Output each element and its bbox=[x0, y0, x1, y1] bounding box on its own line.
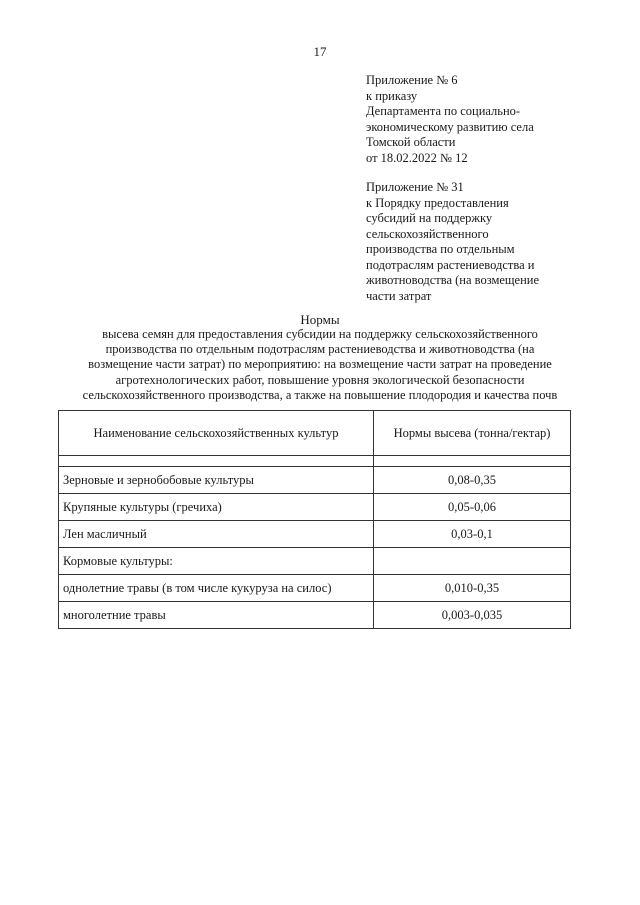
seeding-norms-table bbox=[58, 410, 571, 629]
seeding-norm-cell: 0,05-0,06 bbox=[374, 494, 571, 521]
crop-name-cell: однолетние травы (в том числе кукуруза на силос) bbox=[59, 575, 374, 602]
appendix-31-line: животноводства (на возмещение bbox=[366, 273, 540, 287]
seeding-norm-cell bbox=[374, 548, 571, 575]
crop-name-cell: Зерновые и зернобобовые культуры bbox=[59, 467, 374, 494]
appendix-31-line: производства по отдельным bbox=[366, 242, 515, 256]
norms-subtitle-line: агротехнологических работ, повышение уровня экологической безопасности bbox=[115, 372, 525, 387]
appendix-6-line: Департамента по социально- bbox=[366, 104, 521, 118]
crop-name-cell: Лен масличный bbox=[59, 521, 374, 548]
seeding-norm-cell: 0,003-0,035 bbox=[374, 602, 571, 629]
appendix-31-block bbox=[366, 180, 606, 304]
table-row bbox=[59, 521, 571, 548]
seeding-norm-cell: 0,08-0,35 bbox=[374, 467, 571, 494]
crop-name-cell: многолетние травы bbox=[59, 602, 374, 629]
norms-subtitle-line: высева семян для предоставления субсидии на поддержку сельскохозяйственного bbox=[102, 327, 538, 341]
norms-title: Нормы bbox=[300, 312, 340, 327]
crop-name-cell: Крупяные культуры (гречиха) bbox=[59, 494, 374, 521]
appendix-6-line: Приложение № 6 bbox=[366, 73, 458, 87]
seeding-norm-cell: 0,03-0,1 bbox=[374, 521, 571, 548]
appendix-6-line: экономическому развитию села bbox=[366, 119, 534, 134]
table-header-row bbox=[59, 411, 571, 456]
table-row bbox=[59, 602, 571, 629]
appendix-6-block bbox=[366, 73, 606, 166]
spacer-cell bbox=[59, 456, 374, 467]
appendix-31-line: субсидий на поддержку bbox=[366, 211, 493, 225]
table-spacer-row bbox=[59, 456, 571, 467]
appendix-31-line: части затрат bbox=[366, 288, 432, 303]
appendix-31-line: к Порядку предоставления bbox=[366, 195, 509, 210]
appendix-6-line: к приказу bbox=[366, 88, 418, 103]
seeding-norm-cell: 0,010-0,35 bbox=[374, 575, 571, 602]
norms-subtitle-line: возмещение части затрат) по мероприятию: на возмещение части затрат на проведение bbox=[88, 357, 552, 372]
appendix-6-line: от 18.02.2022 № 12 bbox=[366, 150, 468, 165]
norms-subtitle bbox=[40, 327, 600, 403]
norms-subtitle-line: сельскохозяйственного производства, а также на повышение плодородия и качества почв bbox=[82, 387, 558, 402]
spacer-cell bbox=[374, 456, 571, 467]
header-seeding-norm: Нормы высева (тонна/гектар) bbox=[374, 411, 571, 456]
appendix-31-line: Приложение № 31 bbox=[366, 180, 464, 194]
table-row bbox=[59, 548, 571, 575]
appendix-6-line: Томской области bbox=[366, 135, 456, 149]
appendix-31-line: сельскохозяйственного bbox=[366, 226, 489, 241]
norms-subtitle-line: производства по отдельным подотраслям растениеводства и животноводства (на bbox=[105, 342, 535, 357]
table-row bbox=[59, 575, 571, 602]
header-crop-name: Наименование сельскохозяйственных культур bbox=[59, 411, 374, 456]
table-row bbox=[59, 494, 571, 521]
appendix-31-line: подотраслям растениеводства и bbox=[366, 257, 535, 272]
table-row bbox=[59, 467, 571, 494]
crop-name-cell: Кормовые культуры: bbox=[59, 548, 374, 575]
page-number: 17 bbox=[313, 44, 327, 59]
